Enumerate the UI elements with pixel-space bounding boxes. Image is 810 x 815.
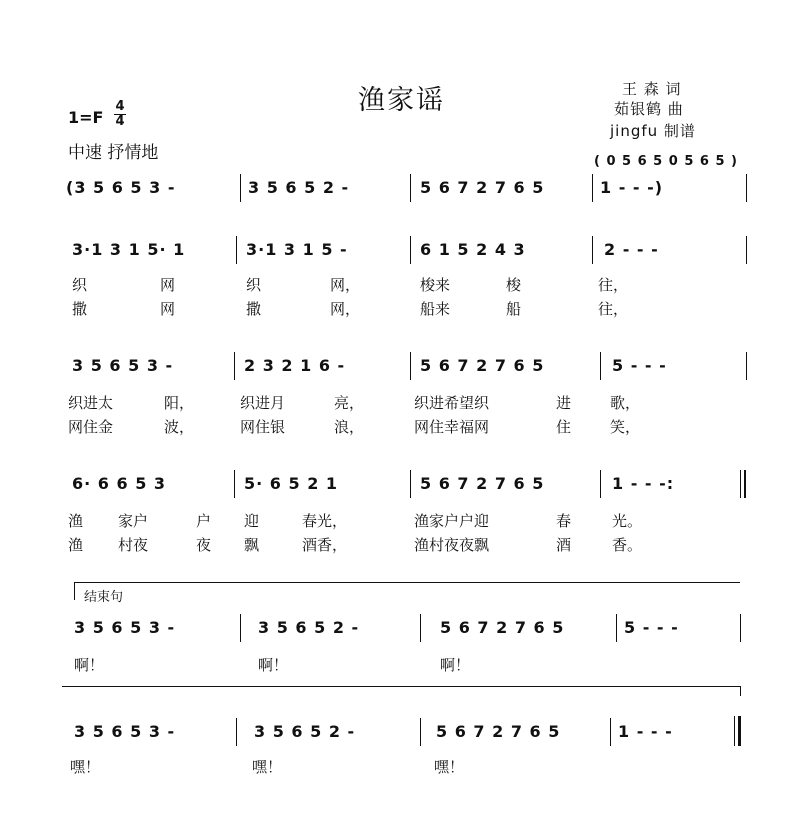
barline (240, 174, 241, 202)
lyric: 酒香， (302, 536, 348, 554)
end1-measure-1: 3 5 6 5 3 - (74, 618, 176, 637)
ending-bracket-line (74, 582, 740, 583)
ending-bracket-hook (74, 582, 75, 600)
lyric: 嘿！ (70, 758, 101, 776)
lyric: 网住银 (240, 418, 286, 436)
lyric: 船 (506, 300, 522, 318)
lyric: 笑， (610, 418, 641, 436)
lyric: 织进希望织 (414, 394, 490, 412)
end2-measure-2: 3 5 6 5 2 - (254, 722, 356, 741)
s1-measure-1: (3 5 6 5 3 - (66, 178, 176, 197)
lyric: 渔 (68, 512, 84, 530)
s2-measure-3: 6 1 5 2 4 3 (420, 240, 526, 259)
intro-alt-notes: ( 0 5 6 5 0 5 6 5 ) (594, 154, 738, 169)
tempo-marking: 中速 抒情地 (68, 143, 159, 163)
lyric: 啊！ (74, 656, 105, 674)
time-signature (114, 100, 126, 129)
barline (236, 236, 237, 264)
lyric: 夜 (196, 536, 212, 554)
barline (420, 614, 421, 642)
barline (616, 614, 617, 642)
s4-measure-3: 5 6 7 2 7 6 5 (420, 474, 545, 493)
lyric: 梭来 (420, 276, 451, 294)
lyric: 渔家户户迎 (414, 512, 490, 530)
barline (610, 718, 611, 746)
lyric: 网， (330, 300, 361, 318)
lyric: 织 (72, 276, 88, 294)
lyric: 织进太 (68, 394, 114, 412)
lyric: 户 (196, 512, 212, 530)
transcriber-credit: jingfu 制谱 (610, 122, 696, 140)
s1-measure-2: 3 5 6 5 2 - (248, 178, 350, 197)
lyric: 住 (556, 418, 572, 436)
barline (740, 614, 741, 642)
barline (600, 470, 601, 498)
barline (746, 174, 747, 202)
lyric: 撒 (72, 300, 88, 318)
lyric: 往， (598, 276, 629, 294)
lyric: 村夜 (118, 536, 149, 554)
lyric: 香。 (612, 536, 643, 554)
end2-measure-1: 3 5 6 5 3 - (74, 722, 176, 741)
s2-measure-1: 3·1 3 1 5· 1 (72, 240, 186, 259)
lyric: 酒 (556, 536, 572, 554)
end2-measure-4: 1 - - - (618, 722, 673, 741)
lyric: 歌， (610, 394, 641, 412)
s4-measure-2: 5· 6 5 2 1 (244, 474, 339, 493)
end2-measure-3: 5 6 7 2 7 6 5 (436, 722, 561, 741)
lyric: 网住幸福网 (414, 418, 490, 436)
s1-measure-3: 5 6 7 2 7 6 5 (420, 178, 545, 197)
barline (410, 470, 411, 498)
final-barline-thick (738, 716, 741, 746)
lyric: 网， (330, 276, 361, 294)
lyric: 往， (598, 300, 629, 318)
end1-measure-4: 5 - - - (624, 618, 679, 637)
barline (420, 718, 421, 746)
time-bottom: 4 (115, 114, 125, 129)
barline (410, 236, 411, 264)
song-title: 渔家谣 (358, 85, 445, 116)
lyricist-credit: 王 森 词 (622, 80, 682, 98)
lyric: 渔村夜夜飘 (414, 536, 490, 554)
lyric: 船来 (420, 300, 451, 318)
composer-credit: 茹银鹤 曲 (614, 100, 684, 118)
barline (234, 470, 235, 498)
lyric: 飘 (244, 536, 260, 554)
lyric: 亮， (334, 394, 365, 412)
lyric: 网住金 (68, 418, 114, 436)
lyric: 春 (556, 512, 572, 530)
barline (240, 614, 241, 642)
lyric: 嘿！ (434, 758, 465, 776)
s4-measure-1: 6· 6 6 5 3 (72, 474, 167, 493)
s3-measure-4: 5 - - - (612, 356, 667, 375)
barline (410, 174, 411, 202)
s3-measure-3: 5 6 7 2 7 6 5 (420, 356, 545, 375)
s2-measure-2: 3·1 3 1 5 - (246, 240, 348, 259)
s3-measure-2: 2 3 2 1 6 - (244, 356, 346, 375)
lyric: 撒 (246, 300, 262, 318)
s1-measure-4: 1 - - -) (600, 178, 664, 197)
s4-measure-4: 1 - - -: (612, 474, 675, 493)
s2-measure-4: 2 - - - (604, 240, 659, 259)
lyric: 织 (246, 276, 262, 294)
lyric: 网 (160, 300, 176, 318)
lyric: 阳， (164, 394, 195, 412)
barline (234, 352, 235, 380)
ending-label: 结束句 (84, 590, 124, 605)
lyric: 渔 (68, 536, 84, 554)
ending-divider (62, 686, 740, 687)
final-barline-thin (734, 716, 735, 746)
lyric: 织进月 (240, 394, 286, 412)
lyric: 网 (160, 276, 176, 294)
end1-measure-2: 3 5 6 5 2 - (258, 618, 360, 637)
lyric: 嘿！ (252, 758, 283, 776)
lyric: 进 (556, 394, 572, 412)
lyric: 啊！ (258, 656, 289, 674)
s3-measure-1: 3 5 6 5 3 - (72, 356, 174, 375)
lyric: 春光， (302, 512, 348, 530)
lyric: 波， (164, 418, 195, 436)
lyric: 浪， (334, 418, 365, 436)
lyric: 啊！ (440, 656, 471, 674)
barline (410, 352, 411, 380)
repeat-barline-thick (744, 470, 746, 498)
barline (746, 236, 747, 264)
time-top: 4 (115, 99, 125, 114)
barline (236, 718, 237, 746)
lyric: 梭 (506, 276, 522, 294)
key-signature: 1=F (68, 108, 104, 127)
barline (592, 174, 593, 202)
barline (592, 236, 593, 264)
lyric: 迎 (244, 512, 260, 530)
barline (600, 352, 601, 380)
lyric: 光。 (612, 512, 643, 530)
end1-measure-3: 5 6 7 2 7 6 5 (440, 618, 565, 637)
ending-divider-hook (740, 686, 741, 696)
repeat-barline-thin (740, 470, 741, 498)
barline (746, 352, 747, 380)
lyric: 家户 (118, 512, 149, 530)
